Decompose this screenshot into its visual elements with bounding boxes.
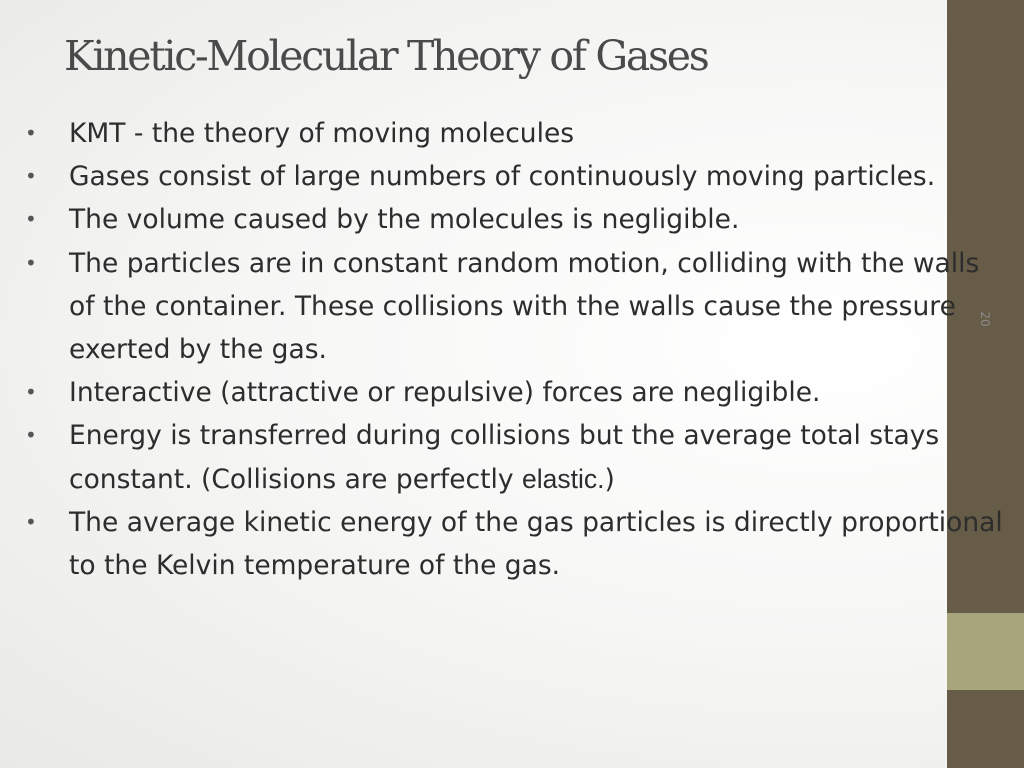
bullet-emphasis: elastic. xyxy=(521,463,605,494)
bullet-tail: ) xyxy=(604,463,615,495)
bullet-text: Interactive (attractive or repulsive) forces are negligible. xyxy=(69,377,821,409)
bullet-text: KMT - the theory of moving molecules xyxy=(69,118,575,149)
bullet-item xyxy=(22,155,1012,198)
bullet-text: Energy is transferred during collisions but the average total stays constant. (Collisions are perfectly xyxy=(69,420,940,495)
bullet-text: The average kinetic energy of the gas particles is directly proportional to the Kelvin temperature of the gas. xyxy=(69,506,1003,582)
bullet-item xyxy=(22,198,1012,241)
bullet-item xyxy=(22,501,1012,587)
bullet-marker: • xyxy=(25,250,37,275)
slide-number: 20 xyxy=(978,311,992,327)
bullet-text: The volume caused by the molecules is negligible. xyxy=(69,204,740,236)
bullet-marker: • xyxy=(25,380,37,405)
bullet-text: The particles are in constant random motion, colliding with the walls of the container. These collisions with the walls cause the pressure exerted by the gas. xyxy=(69,247,980,366)
slide-title: Kinetic-Molecular Theory of Gases xyxy=(64,32,708,80)
bullet-item xyxy=(22,414,1012,500)
bullet-item xyxy=(22,371,1012,414)
bullet-marker: • xyxy=(25,164,37,189)
bullet-marker: • xyxy=(25,207,37,232)
sidebar-accent-block xyxy=(947,613,1024,690)
bullet-marker: • xyxy=(25,121,37,145)
bullet-item xyxy=(22,242,1012,372)
bullet-marker: • xyxy=(25,509,37,534)
bullet-item xyxy=(22,112,1012,155)
bullet-marker: • xyxy=(25,423,37,448)
bullet-text: Gases consist of large numbers of continuously moving particles. xyxy=(69,161,936,193)
bullet-list xyxy=(22,112,1012,587)
